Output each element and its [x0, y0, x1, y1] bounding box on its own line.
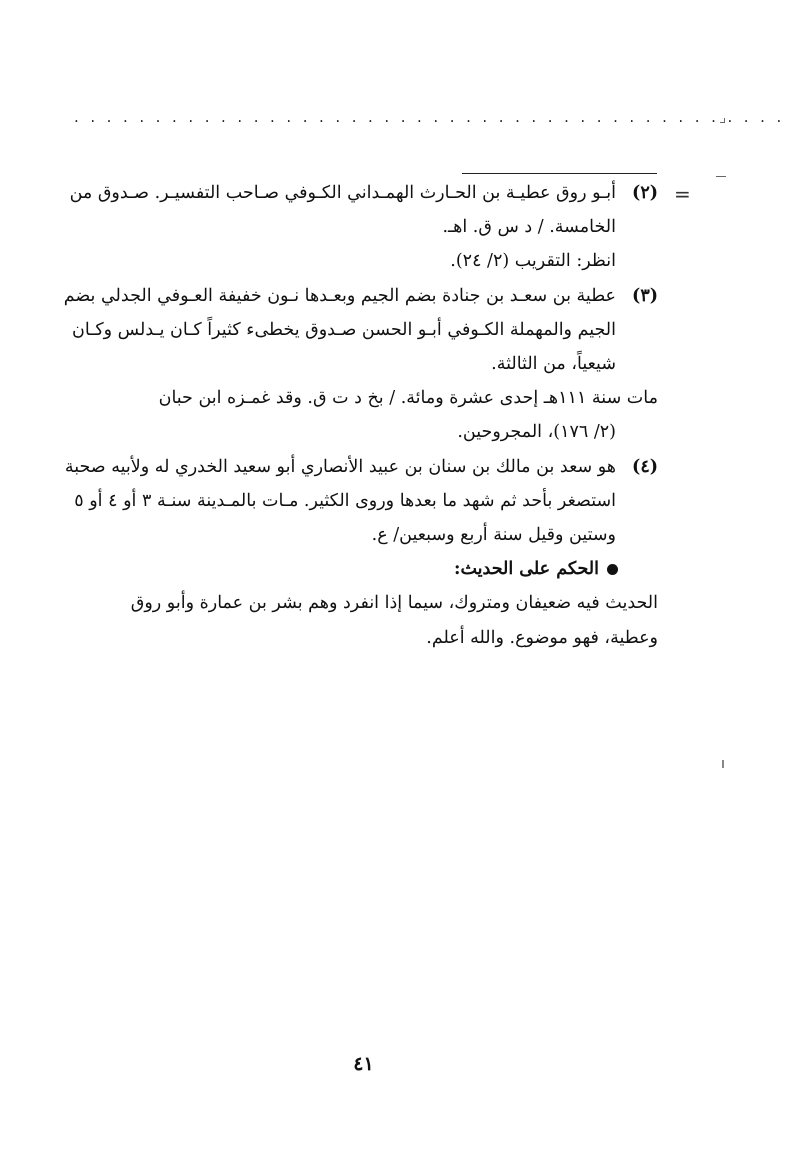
footnote-4: [60, 450, 658, 553]
footnote-line: وستين وقيل سنة أربع وسبعين/ ع.: [371, 525, 616, 546]
footnote-line: الخامسة. / د س ق. اهـ.: [442, 217, 616, 238]
footnote-line: شيعياً، من الثالثة.: [491, 354, 616, 375]
footnote-body: [60, 450, 616, 553]
footnote-line: استصغر بأحد ثم شهد ما بعدها وروى الكثير. مـات بالمـدينة سنـة ٣ أو ٤ أو ٥: [74, 490, 616, 511]
page-number: ٤١: [353, 1053, 374, 1075]
footnote-line: أبـو روق عطيـة بن الحـارث الهمـداني الكـوفي صـاحب التفسيـر. صـدوق من: [69, 183, 616, 203]
footnote-continuation-line: مات سنة ١١١هـ إحدى عشرة ومائة. / بخ د ت ق. وقد غمـزه ابن حبان: [158, 388, 658, 409]
margin-tick-mark: [720, 118, 725, 123]
footnote-line: عطية بن سعـد بن جنادة بضم الجيم وبعـدها نـون خفيفة العـوفي الجدلي بضم: [63, 285, 616, 306]
footnote-3: [60, 279, 658, 382]
bullet-icon: [607, 564, 618, 575]
ruling-heading: [60, 552, 658, 586]
footnotes-content: [60, 176, 658, 655]
ruling-line: وعطية، فهو موضوع. والله أعلم.: [426, 627, 658, 648]
footnote-line: الجيم والمهملة الكـوفي أبـو الحسن صـدوق يخطىء كثيراً كـان يـدلس وكـان: [72, 319, 616, 340]
margin-dash-mark: [716, 176, 726, 177]
footnote-body: [60, 176, 616, 279]
margin-equals-mark: =: [674, 182, 691, 206]
footnote-rule: [462, 173, 657, 174]
footnote-line: (٢/ ١٧٦)، المجروحين.: [457, 422, 616, 443]
footnote-line: انظر: التقريب (٢/ ٢٤).: [450, 251, 616, 272]
ruling-line: الحديث فيه ضعيفان ومتروك، سيما إذا انفرد وهم بشر بن عمارة وأبو روق: [130, 593, 658, 614]
separator-dots: . . . . . . . . . . . . . . . . . . . . . . . . . . . . . . . . . . . . . . . . . . . .: [74, 108, 785, 126]
footnote-body: [60, 279, 616, 382]
footnote-line: هو سعد بن مالك بن سنان بن عبيد الأنصاري أبو سعيد الخدري له ولأبيه صحبة: [64, 456, 616, 477]
ruling-heading-text: الحكم على الحديث:: [454, 559, 599, 580]
footnote-number: (٢): [632, 183, 658, 203]
margin-edge-mark: [722, 760, 724, 768]
footnote-number: (٣): [632, 285, 658, 306]
footnote-number: (٤): [632, 456, 658, 477]
footnote-2: [60, 176, 658, 279]
footnote-3-continuation: [60, 415, 658, 449]
